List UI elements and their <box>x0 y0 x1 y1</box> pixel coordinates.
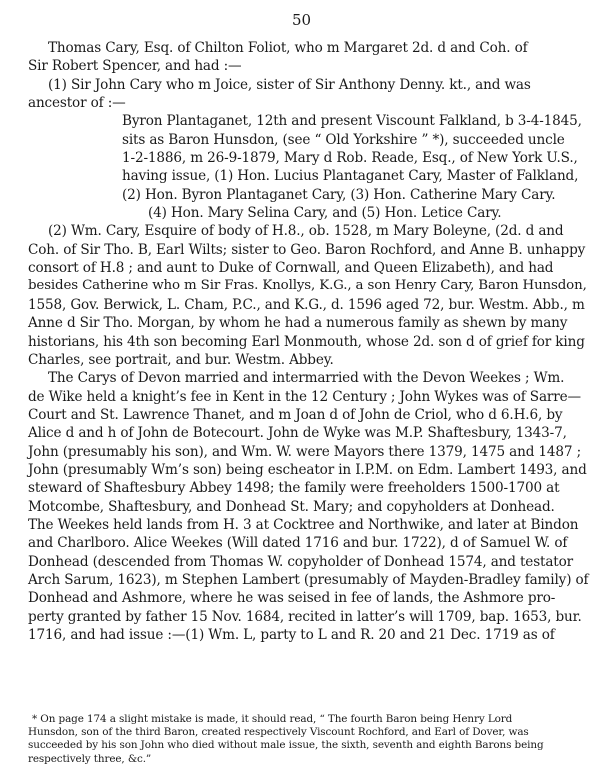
footnote-line: Hunsdon, son of the third Baron, created respectively Viscount Rochford, and Earl of Dover, was <box>28 726 529 739</box>
text-line: John (presumably his son), and Wm. W. were Mayors there 1379, 1475 and 1487 ; <box>28 443 582 460</box>
text-line: Charles, see portrait, and bur. Westm. Abbey. <box>28 351 334 368</box>
footnote-line: succeeded by his son John who died without male issue, the sixth, seventh and eighth Barons being <box>28 739 544 752</box>
text-line: steward of Shaftesbury Abbey 1498; the family were freeholders 1500-1700 at <box>28 480 560 497</box>
text-line: Sir Robert Spencer, and had :— <box>28 58 242 75</box>
footnote-line: respectively three, &c.” <box>28 752 152 765</box>
text-line: (2) Wm. Cary, Esquire of body of H.8., ob. 1528, m Mary Boleyne, (2d. d and <box>48 223 564 240</box>
text-line: The Weekes held lands from H. 3 at Cocktree and Northwike, and later at Bindon <box>28 516 579 533</box>
text-line: John (presumably Wm’s son) being escheator in I.P.M. on Edm. Lambert 1493, and <box>28 461 587 478</box>
text-line: Thomas Cary, Esq. of Chilton Foliot, who m Margaret 2d. d and Coh. of <box>48 40 528 56</box>
text-line: The Carys of Devon married and intermarried with the Devon Weekes ; Wm. <box>48 370 565 387</box>
text-line: 1716, and had issue :—(1) Wm. L, party to L and R. 20 and 21 Dec. 1719 as of <box>28 627 555 643</box>
text-line: Court and St. Lawrence Thanet, and m Joan d of John de Criol, who d 6.H.6, by <box>28 406 563 423</box>
text-line: Byron Plantaganet, 12th and present Viscount Falkland, b 3-4-1845, <box>122 113 582 130</box>
text-line: Anne d Sir Tho. Morgan, by whom he had a numerous family as shewn by many <box>28 315 568 332</box>
text-line: Motcombe, Shaftesbury, and Donhead St. Mary; and copyholders at Donhead. <box>28 498 555 515</box>
text-line: (1) Sir John Cary who m Joice, sister of Sir Anthony Denny. kt., and was <box>48 76 531 93</box>
body-text <box>28 39 593 644</box>
text-line: historians, his 4th son becoming Earl Monmouth, whose 2d. son d of grief for king <box>28 333 585 350</box>
text-line: (2) Hon. Byron Plantaganet Cary, (3) Hon. Catherine Mary Cary. <box>122 186 556 203</box>
text-line: (4) Hon. Mary Selina Cary, and (5) Hon. Letice Cary. <box>148 205 502 222</box>
text-line: and Charlboro. Alice Weekes (Will dated 1716 and bur. 1722), d of Samuel W. of <box>28 535 568 552</box>
footnote <box>28 713 593 766</box>
text-line: ancestor of :— <box>28 95 126 112</box>
text-line: perty granted by father 15 Nov. 1684, recited in latter’s will 1709, bap. 1653, bur. <box>28 608 582 625</box>
footnote-line: * On page 174 a slight mistake is made, it should read, “ The fourth Baron being Henry Lord <box>32 713 513 725</box>
text-line: 1558, Gov. Berwick, L. Cham, P.C., and K.G., d. 1596 aged 72, bur. Westm. Abb., m <box>28 296 585 313</box>
text-line: besides Catherine who m Sir Fras. Knollys, K.G., a son Henry Cary, Baron Hunsdon, <box>28 278 587 294</box>
text-line: de Wike held a knight’s fee in Kent in the 12 Century ; John Wykes was of Sarre— <box>28 388 581 405</box>
text-line: Donhead and Ashmore, where he was seised in fee of lands, the Ashmore pro- <box>28 590 556 607</box>
text-line: Donhead (descended from Thomas W. copyholder of Donhead 1574, and testator <box>28 553 573 570</box>
page-number: 50 <box>291 11 312 29</box>
text-line: Alice d and h of John de Botecourt. John de Wyke was M.P. Shaftesbury, 1343-7, <box>28 425 567 442</box>
text-line: consort of H.8 ; and aunt to Duke of Cornwall, and Queen Elizabeth), and had <box>28 260 554 277</box>
text-line: having issue, (1) Hon. Lucius Plantaganet Cary, Master of Falkland, <box>122 168 579 185</box>
text-line: 1-2-1886, m 26-9-1879, Mary d Rob. Reade, Esq., of New York U.S., <box>122 150 578 167</box>
text-line: sits as Baron Hunsdon, (see “ Old Yorkshire ” *), succeeded uncle <box>122 131 565 148</box>
text-line: Arch Sarum, 1623), m Stephen Lambert (presumably of Mayden-Bradley family) of <box>28 571 589 588</box>
text-line: Coh. of Sir Tho. B, Earl Wilts; sister to Geo. Baron Rochford, and Anne B. unhappy <box>28 241 586 258</box>
